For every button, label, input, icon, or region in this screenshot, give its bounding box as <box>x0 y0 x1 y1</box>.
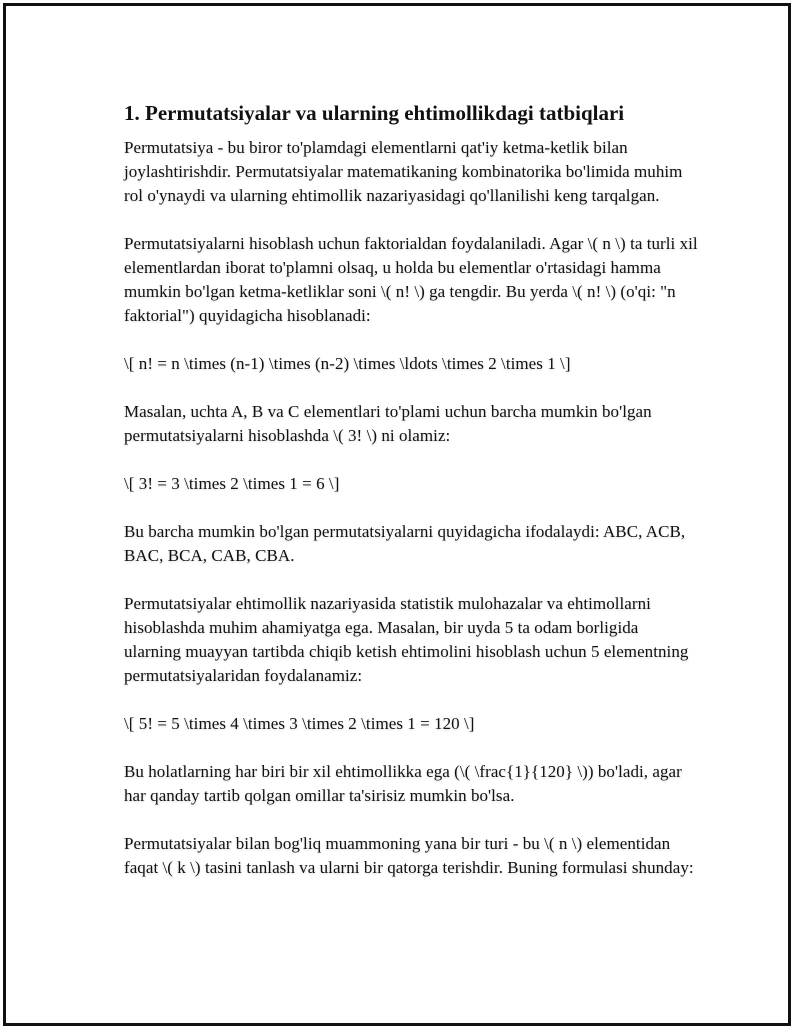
formula-n-factorial: \[ n! = n \times (n-1) \times (n-2) \times \ldots \times 2 \times 1 \] <box>124 354 571 373</box>
formula-5-factorial: \[ 5! = 5 \times 4 \times 3 \times 2 \times 1 = 120 \] <box>124 714 475 733</box>
page-frame <box>3 3 791 1026</box>
paragraph-factorial: Permutatsiyalarni hisoblash uchun faktorialdan foydalaniladi. Agar \( n \) ta turli xil elementlardan iborat to'plamni olsaq, u holda bu elementlar o'rtasidagi hamma mumkin bo'lgan ketma-ketliklar soni \( n! \) ga tengdir. Bu yerda \( n! \) (o'qi: "n faktorial") quyidagicha hisoblanadi: <box>124 234 698 325</box>
paragraph-definition: Permutatsiya - bu biror to'plamdagi elementlarni qat'iy ketma-ketlik bilan joylashtirishdir. Permutatsiyalar matematikaning kombinatorika bo'limida muhim rol o'ynaydi va ularning ehtimollik nazariyasidagi qo'llanilishi keng tarqalgan. <box>124 138 683 205</box>
paragraph-k-selection: Permutatsiyalar bilan bog'liq muammoning yana bir turi - bu \( n \) elementidan faqat \( k \) tasini tanlash va ularni bir qatorga terishdir. Buning formulasi shunday: <box>124 834 694 877</box>
paragraph-example-abc: Masalan, uchta A, B va C elementlari to'plami uchun barcha mumkin bo'lgan permutatsiyalarni hisoblashda \( 3! \) ni olamiz: <box>124 402 652 445</box>
paragraph-equal-probability: Bu holatlarning har biri bir xil ehtimollikka ega (\( \frac{1}{120} \)) bo'ladi, agar har qanday tartib qolgan omillar ta'sirisiz mumkin bo'lsa. <box>124 762 682 805</box>
document-body <box>124 99 699 904</box>
formula-3-factorial: \[ 3! = 3 \times 2 \times 1 = 6 \] <box>124 474 340 493</box>
paragraph-permutations-list: Bu barcha mumkin bo'lgan permutatsiyalarni quyidagicha ifodalaydi: ABC, ACB, BAC, BCA, CAB, CBA. <box>124 522 686 565</box>
section-heading: 1. Permutatsiyalar va ularning ehtimollikdagi tatbiqlari <box>124 101 625 125</box>
paragraph-probability: Permutatsiyalar ehtimollik nazariyasida statistik mulohazalar va ehtimollarni hisoblashda muhim ahamiyatga ega. Masalan, bir uyda 5 ta odam borligida ularning muayyan tartibda chiqib ketish ehtimolini hisoblash uchun 5 elementning permutatsiyalaridan foydalanamiz: <box>124 594 689 685</box>
